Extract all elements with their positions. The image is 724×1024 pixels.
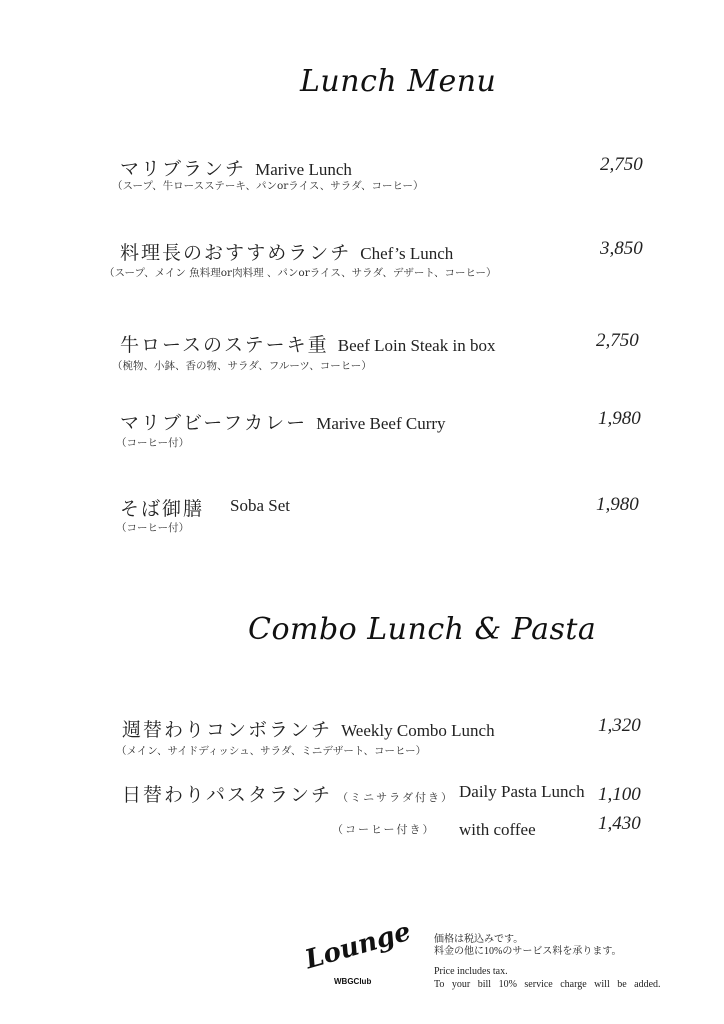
item-price: 2,750 (600, 154, 643, 175)
coffee-option-price: 1,430 (598, 813, 641, 834)
item-description: （コーヒー付） (116, 522, 190, 534)
item-sub-jp: （ミニサラダ付き） (337, 791, 454, 804)
item-price: 1,100 (598, 784, 641, 805)
item-name-en: Daily Pasta Lunch (459, 782, 585, 801)
menu-item-chefs-lunch (120, 238, 453, 265)
lounge-logo (301, 916, 415, 991)
item-name-jp: 牛ロースのステーキ重 (120, 334, 329, 356)
menu-item-beef-loin-steak (120, 330, 495, 357)
logo-sub: WBGClub (334, 977, 372, 986)
item-price: 1,980 (596, 494, 639, 515)
item-name-en: Soba Set (230, 496, 290, 515)
lunch-menu-title: Lunch Menu (300, 64, 497, 99)
item-price: 3,850 (600, 238, 643, 259)
menu-item-daily-pasta (122, 780, 454, 807)
item-name-en: Marive Lunch (255, 160, 352, 179)
item-description: （メイン、サイドディッシュ、サラダ、ミニデザート、コーヒー） (116, 745, 427, 757)
item-name-jp: 週替わりコンボランチ (122, 719, 333, 741)
item-price: 1,320 (598, 715, 641, 736)
menu-item-beef-curry (120, 408, 446, 435)
item-description: （コーヒー付） (116, 437, 190, 449)
item-name-jp: マリブランチ (120, 158, 247, 180)
logo-word: Lounge (301, 916, 415, 976)
item-name-en: Chef’s Lunch (360, 244, 454, 263)
item-price: 2,750 (596, 330, 639, 351)
item-name-en: Beef Loin Steak in box (337, 336, 496, 355)
item-name-jp: そば御膳 (120, 498, 205, 520)
item-description: （椀物、小鉢、香の物、サラダ、フルーツ、コーヒー） (112, 360, 372, 372)
service-note-en: To your bill 10% service charge will be added. (434, 979, 661, 990)
tax-note-jp: 価格は税込みです。 (434, 934, 524, 945)
item-name-jp: 料理長のおすすめランチ (120, 242, 352, 264)
service-note-jp: 料金の他に10%のサービス料を承ります。 (434, 946, 622, 957)
item-name-jp: マリブビーフカレー (120, 412, 308, 434)
menu-item-marive-lunch (120, 154, 352, 181)
item-description: （スープ、メイン 魚料理or肉料理 、パンorライス、サラダ、デザート、コーヒー） (104, 267, 497, 279)
coffee-option-jp: （コーヒー付き） (332, 823, 436, 836)
item-description: （スープ、牛ロースステーキ、パンorライス、サラダ、コーヒー） (112, 180, 424, 192)
item-name-en: Weekly Combo Lunch (341, 721, 495, 740)
combo-lunch-pasta-title: Combo Lunch & Pasta (248, 612, 597, 647)
item-name-jp: 日替わりパスタランチ (122, 784, 333, 806)
coffee-option-en: with coffee (459, 820, 536, 839)
item-price: 1,980 (598, 408, 641, 429)
tax-note-en: Price includes tax. (434, 966, 508, 977)
item-name-en: Marive Beef Curry (316, 414, 446, 433)
menu-item-weekly-combo (122, 715, 495, 742)
